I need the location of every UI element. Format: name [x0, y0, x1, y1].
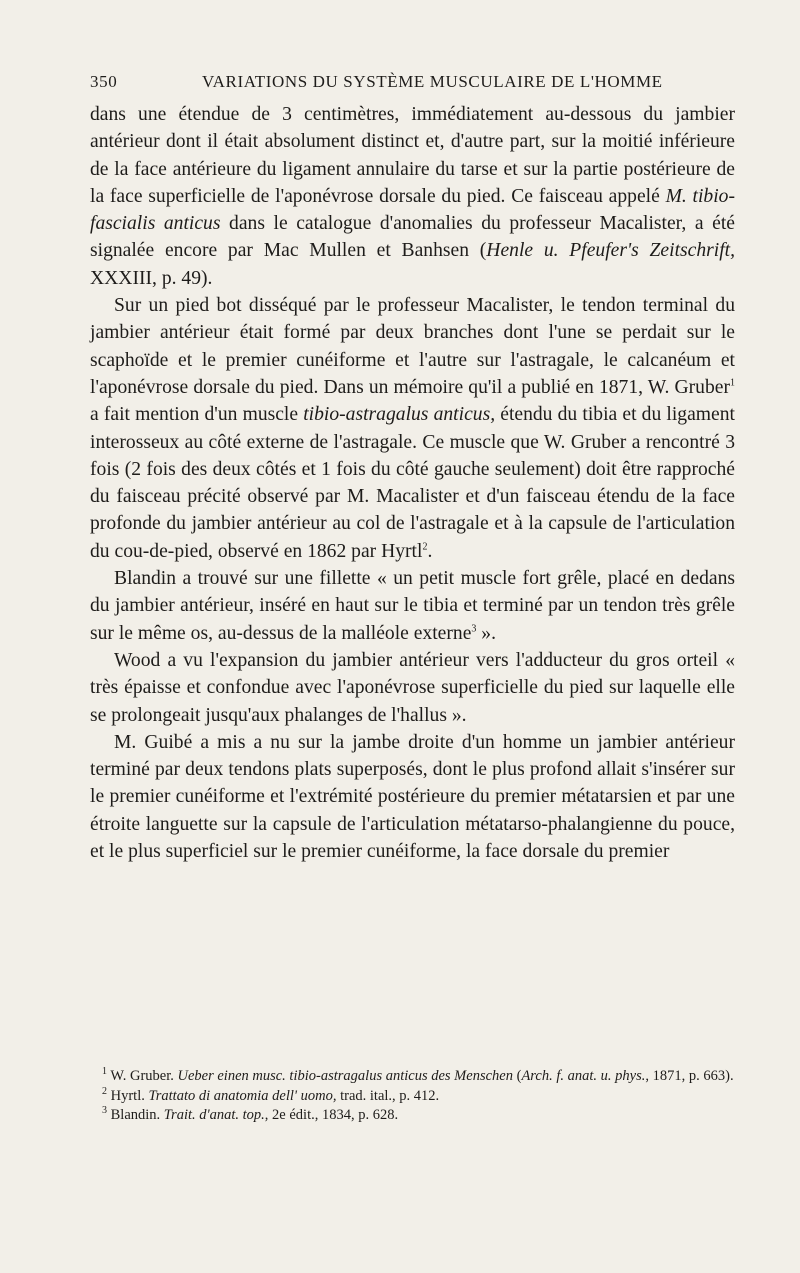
- footnote-2: [90, 1087, 735, 1107]
- text-run: trad. ital., p. 412.: [336, 1087, 440, 1104]
- footnote-mark: 1: [102, 1066, 107, 1078]
- page-number: 350: [90, 72, 118, 91]
- footnote-ref-3: 3: [471, 623, 477, 635]
- italic-run: Trattato di anatomia dell' uomo,: [148, 1087, 337, 1104]
- running-title: VARIATIONS DU SYSTÈME MUSCULAIRE DE L'HOMME: [202, 72, 663, 91]
- paragraph-2: [90, 292, 735, 565]
- body-text: [90, 101, 735, 865]
- footnote-mark: 3: [102, 1105, 107, 1117]
- footnote-ref-2: 2: [422, 541, 428, 553]
- italic-run: Henle u. Pfeufer's Zeitschrift,: [486, 240, 735, 262]
- paragraph-3: [90, 565, 735, 647]
- text-run: a fait mention d'un muscle: [90, 404, 304, 426]
- text-run: Hyrtl.: [110, 1087, 149, 1104]
- paragraph-5: M. Guibé a mis a nu sur la jambe droite d'un homme un jambier antérieur terminé par deux tendons plats superposés, dont le plus profond allait s'insérer sur le premier cunéiforme et l'extrémité postérieure du premier métatarsien et par une étroite languette sur la capsule de l'articulation métatarso-phalangienne du pouce, et le plus superficiel sur le premier cunéiforme, la face dorsale du premier: [90, 731, 735, 863]
- text-run: ».: [476, 622, 496, 644]
- text-run: dans une étendue de 3 centimètres, immédiatement au-dessous du jambier antérieur dont il était absolument distinct et, d'autre part, sur la moitié inférieure de la face antérieure du ligament annulaire du tarse et sur la partie postérieure de la face superficielle de l'aponévrose dorsale du pied. Ce faisceau appelé: [90, 104, 735, 207]
- italic-run: Trait. d'anat. top.: [163, 1107, 265, 1123]
- footnote-ref-1: 1: [730, 377, 735, 389]
- text-run: Sur un pied bot disséqué par le professeur Macalister, le tendon terminal du jambier antérieur était formé par deux branches dont l'une se perdait sur le scaphoïde et le premier cunéiforme et l'autre sur l'astragale, le calcanéum et l'aponévrose dorsale du pied. Dans un mémoire qu'il a publié en 1871, W. Gruber: [90, 295, 735, 398]
- text-run: , 1871, p. 663).: [645, 1068, 734, 1084]
- text-run: Blandin a trouvé sur une fillette « un petit muscle fort grêle, placé en dedans du jambier antérieur, inséré en haut sur le tibia et terminé par un tendon très grêle sur le même os, au-dessus de la malléole externe: [90, 568, 735, 644]
- italic-run: Ueber einen musc. tibio-astragalus anticus des Menschen: [177, 1068, 513, 1084]
- text-run: dans le catalogue d'anomalies du professeur Macalister, a été signalée encore par Mac Mullen et Banhsen (: [90, 213, 735, 262]
- text-run: W. Gruber.: [110, 1068, 178, 1084]
- text-run: .: [427, 540, 433, 562]
- paragraph-1: [90, 101, 735, 292]
- text-run: , 2e édit., 1834, p. 628.: [264, 1107, 399, 1123]
- italic-run: Arch. f. anat. u. phys.: [521, 1068, 646, 1084]
- italic-run: M. tibio-fascialis anticus: [90, 185, 735, 235]
- footnote-3: [90, 1106, 735, 1126]
- text-run: étendu du tibia et du ligament interosseux au côté externe de l'astragale. Ce muscle que W. Gruber a rencontré 3 fois (2 fois des deux côtés et 1 fois du côté gauche seulement) doit être rapproché du faisceau précité observé par M. Macalister et d'un faisceau étendu de la face profonde du jambier antérieur au col de l'astragale et à la capsule de l'articulation du cou-de-pied, observé en 1862 par Hyrtl: [90, 404, 735, 562]
- italic-run: tibio-astragalus anticus,: [303, 404, 496, 426]
- text-run: (: [512, 1068, 522, 1084]
- footnote-1: [90, 1067, 735, 1087]
- text-run: Blandin.: [110, 1107, 164, 1123]
- text-run: XXXIII, p. 49).: [90, 267, 213, 289]
- footnotes: [90, 1067, 735, 1126]
- footnote-mark: 2: [102, 1085, 107, 1097]
- paragraph-4: Wood a vu l'expansion du jambier antérieur vers l'adducteur du gros orteil « très épaisse et confondue avec l'aponévrose superficielle du pied sur laquelle elle se prolongeait jusqu'aux phalanges de l'hallus ».: [90, 649, 735, 726]
